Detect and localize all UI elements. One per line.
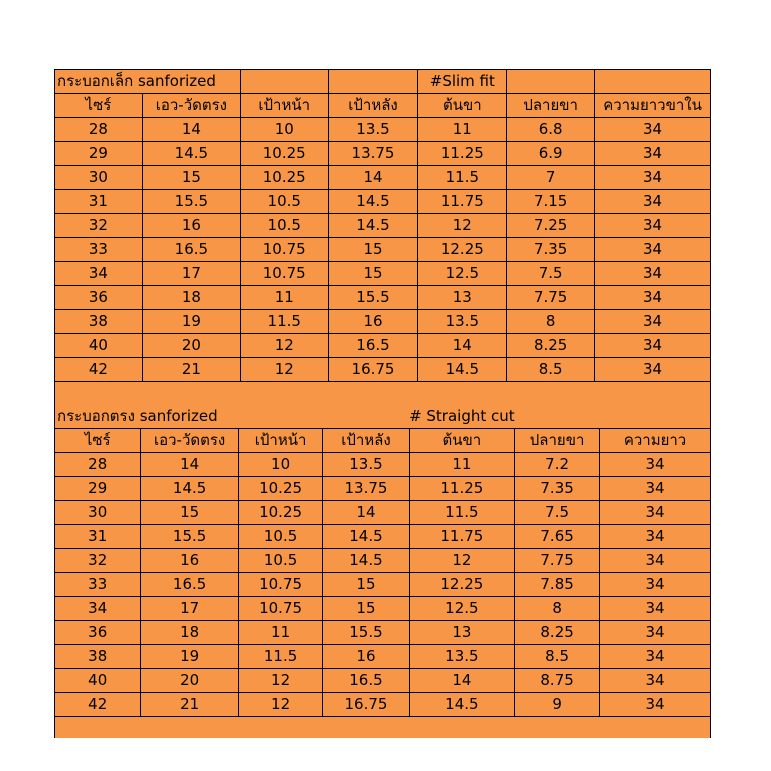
size-cell: 30 <box>55 501 141 525</box>
size-cell: 29 <box>55 477 141 501</box>
table-row <box>55 477 711 501</box>
back-rise-cell: 16 <box>328 310 418 334</box>
thigh-cell: 11.5 <box>418 166 507 190</box>
empty-cell <box>323 405 409 429</box>
size-cell: 32 <box>55 214 143 238</box>
waist-cell: 15.5 <box>141 525 238 549</box>
thigh-cell: 11 <box>409 453 515 477</box>
length-cell: 34 <box>600 477 711 501</box>
waist-cell: 21 <box>141 693 238 717</box>
straight-subtitle: # Straight cut <box>409 407 515 425</box>
length-cell: 34 <box>600 501 711 525</box>
size-cell: 28 <box>55 118 143 142</box>
table-row <box>55 453 711 477</box>
table-row <box>55 262 711 286</box>
waist-cell: 16.5 <box>142 238 240 262</box>
back-rise-cell: 13.5 <box>323 453 409 477</box>
empty-cell <box>595 70 711 94</box>
front-rise-cell: 10.25 <box>240 142 328 166</box>
column-header: ไซร์ <box>55 429 141 453</box>
waist-cell: 14.5 <box>141 477 238 501</box>
leg-opening-cell: 7.25 <box>507 214 595 238</box>
back-rise-cell: 16.75 <box>323 693 409 717</box>
table-row <box>55 118 711 142</box>
leg-opening-cell: 8.5 <box>515 645 600 669</box>
thigh-cell: 11.75 <box>418 190 507 214</box>
slim-title-row <box>55 70 711 94</box>
size-cell: 31 <box>55 190 143 214</box>
back-rise-cell: 13.75 <box>323 477 409 501</box>
back-rise-cell: 15 <box>323 573 409 597</box>
size-cell: 38 <box>55 310 143 334</box>
leg-opening-cell: 7.75 <box>507 286 595 310</box>
size-cell: 30 <box>55 166 143 190</box>
front-rise-cell: 10.25 <box>240 166 328 190</box>
column-header: ต้นขา <box>409 429 515 453</box>
back-rise-cell: 14.5 <box>328 214 418 238</box>
back-rise-cell: 14.5 <box>328 190 418 214</box>
leg-opening-cell: 7.35 <box>515 477 600 501</box>
thigh-cell: 14.5 <box>418 358 507 382</box>
front-rise-cell: 10.5 <box>238 549 323 573</box>
thigh-cell: 14 <box>409 669 515 693</box>
back-rise-cell: 15 <box>328 238 418 262</box>
table-row <box>55 501 711 525</box>
leg-opening-cell: 7.15 <box>507 190 595 214</box>
front-rise-cell: 10.5 <box>240 214 328 238</box>
waist-cell: 18 <box>142 286 240 310</box>
straight-title-row <box>55 405 711 429</box>
waist-cell: 16.5 <box>141 573 238 597</box>
straight-title: กระบอกตรง sanforized <box>55 405 239 429</box>
table-row <box>55 286 711 310</box>
waist-cell: 20 <box>142 334 240 358</box>
thigh-cell: 13 <box>409 621 515 645</box>
waist-cell: 15.5 <box>142 190 240 214</box>
back-rise-cell: 13.5 <box>328 118 418 142</box>
back-rise-cell: 14 <box>328 166 418 190</box>
thigh-cell: 12.5 <box>418 262 507 286</box>
size-cell: 40 <box>55 334 143 358</box>
front-rise-cell: 10.75 <box>240 262 328 286</box>
column-header: ความยาวขาใน <box>595 94 711 118</box>
back-rise-cell: 15.5 <box>323 621 409 645</box>
table-row <box>55 525 711 549</box>
leg-opening-cell: 7.65 <box>515 525 600 549</box>
table-row <box>55 190 711 214</box>
length-cell: 34 <box>595 262 711 286</box>
table-row <box>55 310 711 334</box>
leg-opening-cell: 8.75 <box>515 669 600 693</box>
empty-cell <box>238 405 323 429</box>
back-rise-cell: 15.5 <box>328 286 418 310</box>
front-rise-cell: 10 <box>240 118 328 142</box>
back-rise-cell: 15 <box>328 262 418 286</box>
table-row <box>55 214 711 238</box>
leg-opening-cell: 8 <box>515 597 600 621</box>
back-rise-cell: 16.75 <box>328 358 418 382</box>
back-rise-cell: 16.5 <box>323 669 409 693</box>
size-cell: 42 <box>55 693 141 717</box>
front-rise-cell: 11 <box>240 286 328 310</box>
length-cell: 34 <box>595 166 711 190</box>
thigh-cell: 12.25 <box>418 238 507 262</box>
size-cell: 31 <box>55 525 141 549</box>
section-gap <box>54 381 711 405</box>
thigh-cell: 13 <box>418 286 507 310</box>
front-rise-cell: 10.75 <box>238 597 323 621</box>
back-rise-cell: 14.5 <box>323 525 409 549</box>
length-cell: 34 <box>600 621 711 645</box>
table-row <box>55 621 711 645</box>
leg-opening-cell: 7.2 <box>515 453 600 477</box>
slim-title: กระบอกเล็ก sanforized <box>55 70 241 94</box>
size-cell: 36 <box>55 621 141 645</box>
front-rise-cell: 10.25 <box>238 501 323 525</box>
thigh-cell: 11.75 <box>409 525 515 549</box>
leg-opening-cell: 7.5 <box>507 262 595 286</box>
front-rise-cell: 12 <box>240 358 328 382</box>
back-rise-cell: 16 <box>323 645 409 669</box>
waist-cell: 14.5 <box>142 142 240 166</box>
thigh-cell: 12 <box>418 214 507 238</box>
empty-cell <box>507 70 595 94</box>
table-row <box>55 693 711 717</box>
size-cell: 36 <box>55 286 143 310</box>
slim-header-row <box>55 94 711 118</box>
thigh-cell: 13.5 <box>418 310 507 334</box>
waist-cell: 15 <box>142 166 240 190</box>
waist-cell: 17 <box>141 597 238 621</box>
thigh-cell: 14 <box>418 334 507 358</box>
leg-opening-cell: 6.9 <box>507 142 595 166</box>
thigh-cell: 11.5 <box>409 501 515 525</box>
leg-opening-cell: 9 <box>515 693 600 717</box>
leg-opening-cell: 8.5 <box>507 358 595 382</box>
table-row <box>55 334 711 358</box>
leg-opening-cell: 7.5 <box>515 501 600 525</box>
leg-opening-cell: 7.35 <box>507 238 595 262</box>
thigh-cell: 12.25 <box>409 573 515 597</box>
column-header: ต้นขา <box>418 94 507 118</box>
length-cell: 34 <box>600 453 711 477</box>
table-row <box>55 573 711 597</box>
size-cell: 34 <box>55 597 141 621</box>
thigh-cell: 14.5 <box>409 693 515 717</box>
column-header: เป้าหน้า <box>238 429 323 453</box>
size-chart-sheet <box>54 69 711 738</box>
table-row <box>55 238 711 262</box>
column-header: ปลายขา <box>507 94 595 118</box>
length-cell: 34 <box>595 334 711 358</box>
column-header: ปลายขา <box>515 429 600 453</box>
thigh-cell: 12 <box>409 549 515 573</box>
front-rise-cell: 11 <box>238 621 323 645</box>
size-cell: 34 <box>55 262 143 286</box>
waist-cell: 20 <box>141 669 238 693</box>
length-cell: 34 <box>600 549 711 573</box>
waist-cell: 14 <box>141 453 238 477</box>
waist-cell: 14 <box>142 118 240 142</box>
thigh-cell: 11.25 <box>418 142 507 166</box>
front-rise-cell: 10 <box>238 453 323 477</box>
front-rise-cell: 12 <box>240 334 328 358</box>
column-header: ไซร์ <box>55 94 143 118</box>
length-cell: 34 <box>595 286 711 310</box>
length-cell: 34 <box>595 238 711 262</box>
waist-cell: 18 <box>141 621 238 645</box>
waist-cell: 16 <box>142 214 240 238</box>
length-cell: 34 <box>600 669 711 693</box>
slim-subtitle: #Slim fit <box>418 70 507 94</box>
front-rise-cell: 11.5 <box>238 645 323 669</box>
waist-cell: 21 <box>142 358 240 382</box>
front-rise-cell: 10.25 <box>238 477 323 501</box>
front-rise-cell: 10.75 <box>240 238 328 262</box>
length-cell: 34 <box>600 573 711 597</box>
front-rise-cell: 10.75 <box>238 573 323 597</box>
leg-opening-cell: 7 <box>507 166 595 190</box>
column-header: ความยาว <box>600 429 711 453</box>
column-header: เอว-วัดตรง <box>142 94 240 118</box>
front-rise-cell: 12 <box>238 669 323 693</box>
front-rise-cell: 10.5 <box>240 190 328 214</box>
empty-cell <box>600 405 711 429</box>
column-header: เป้าหลัง <box>323 429 409 453</box>
leg-opening-cell: 7.85 <box>515 573 600 597</box>
straight-cut-table <box>54 405 711 717</box>
table-row <box>55 645 711 669</box>
front-rise-cell: 11.5 <box>240 310 328 334</box>
size-cell: 29 <box>55 142 143 166</box>
size-cell: 33 <box>55 238 143 262</box>
leg-opening-cell: 6.8 <box>507 118 595 142</box>
table-row <box>55 142 711 166</box>
size-cell: 38 <box>55 645 141 669</box>
length-cell: 34 <box>600 645 711 669</box>
size-cell: 42 <box>55 358 143 382</box>
length-cell: 34 <box>600 693 711 717</box>
thigh-cell: 11 <box>418 118 507 142</box>
column-header: เป้าหลัง <box>328 94 418 118</box>
front-rise-cell: 12 <box>238 693 323 717</box>
empty-cell <box>515 405 600 429</box>
back-rise-cell: 14.5 <box>323 549 409 573</box>
length-cell: 34 <box>595 118 711 142</box>
front-rise-cell: 10.5 <box>238 525 323 549</box>
leg-opening-cell: 8 <box>507 310 595 334</box>
waist-cell: 16 <box>141 549 238 573</box>
table-row <box>55 358 711 382</box>
length-cell: 34 <box>595 310 711 334</box>
column-header: เป้าหน้า <box>240 94 328 118</box>
back-rise-cell: 16.5 <box>328 334 418 358</box>
waist-cell: 17 <box>142 262 240 286</box>
sheet-footer <box>54 717 711 738</box>
table-row <box>55 669 711 693</box>
size-cell: 33 <box>55 573 141 597</box>
back-rise-cell: 13.75 <box>328 142 418 166</box>
length-cell: 34 <box>595 358 711 382</box>
table-row <box>55 597 711 621</box>
table-row <box>55 166 711 190</box>
back-rise-cell: 15 <box>323 597 409 621</box>
straight-header-row <box>55 429 711 453</box>
thigh-cell: 12.5 <box>409 597 515 621</box>
waist-cell: 19 <box>141 645 238 669</box>
table-row <box>55 549 711 573</box>
leg-opening-cell: 7.75 <box>515 549 600 573</box>
length-cell: 34 <box>595 214 711 238</box>
thigh-cell: 11.25 <box>409 477 515 501</box>
size-cell: 32 <box>55 549 141 573</box>
length-cell: 34 <box>595 190 711 214</box>
thigh-cell: 13.5 <box>409 645 515 669</box>
column-header: เอว-วัดตรง <box>141 429 238 453</box>
back-rise-cell: 14 <box>323 501 409 525</box>
size-cell: 28 <box>55 453 141 477</box>
length-cell: 34 <box>600 597 711 621</box>
length-cell: 34 <box>595 142 711 166</box>
empty-cell <box>240 70 328 94</box>
length-cell: 34 <box>600 525 711 549</box>
waist-cell: 15 <box>141 501 238 525</box>
empty-cell <box>328 70 418 94</box>
size-cell: 40 <box>55 669 141 693</box>
waist-cell: 19 <box>142 310 240 334</box>
leg-opening-cell: 8.25 <box>515 621 600 645</box>
leg-opening-cell: 8.25 <box>507 334 595 358</box>
slim-fit-table <box>54 69 711 382</box>
